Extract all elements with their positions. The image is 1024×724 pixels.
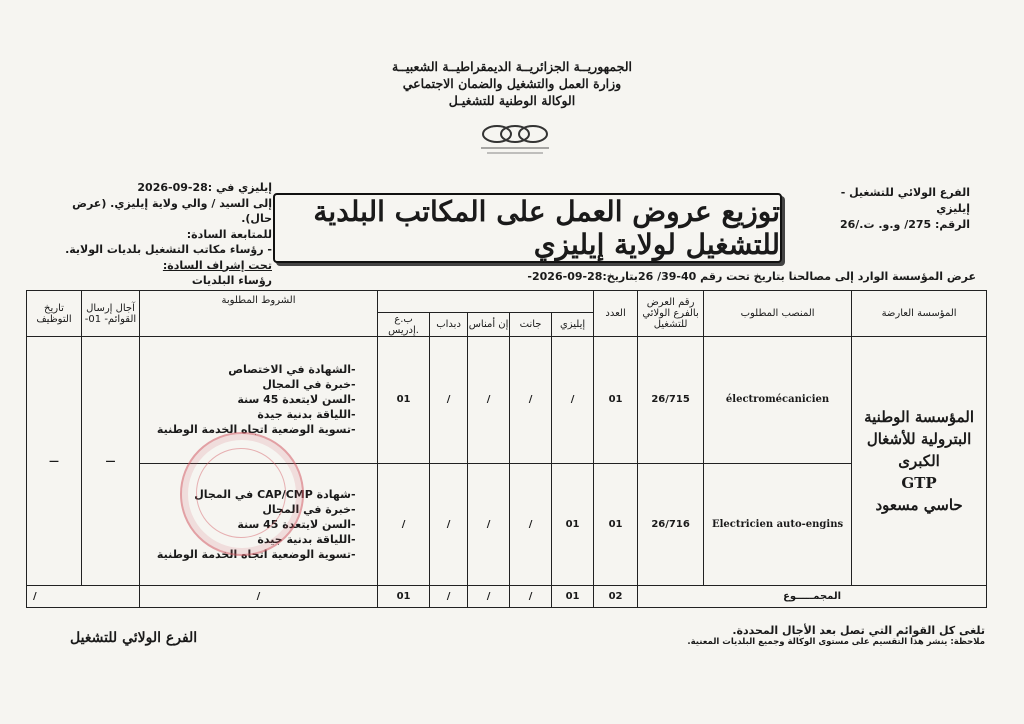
condition-item: - السن لايتعدة 45 سنة (140, 392, 369, 407)
institution-header (312, 58, 712, 109)
supervision-label: تحت إشراف السادة: (162, 258, 272, 272)
reference-number: الرقم: 275/ و.و. ت./26 (839, 218, 970, 231)
condition-item: - تسوية الوضعية اتجاه الخدمة الوطنية (140, 422, 369, 437)
header-line-republic: الجمهوريــة الجزائريــة الديمقراطيــة الشعبيــة (391, 59, 632, 74)
debdeb-cell: / (430, 337, 468, 463)
offer-reference-line: عرض المؤسسة الوارد إلى مصالحنا بتاريخ تحت رقم 40-39/ 26بتاريخ:28-09-2026- (527, 270, 976, 283)
position-cell: électromécanicien (704, 337, 852, 463)
col-position: المنصب المطلوب (704, 291, 852, 337)
total-debdeb: / (430, 585, 468, 607)
footer-note-publication: ملاحظة: ينشر هذا التقسيم على مستوى الوكالة وجميع البلديات المعنية. (687, 637, 985, 647)
agency-logo-icon (467, 120, 562, 158)
offer-number-cell: 26/716 (638, 463, 704, 585)
recipient-wali: إلى السيد / والي ولاية إيليزي. (عرض حال). (72, 196, 272, 225)
condition-item: - السن لايتعدة 45 سنة (140, 517, 369, 532)
col-debdeb: دبداب (430, 313, 468, 337)
bordj-cell: 01 (378, 337, 430, 463)
header-line-ministry: وزارة العمل والتشغيل والضمان الاجتماعي (402, 76, 622, 91)
table-row (27, 463, 987, 585)
total-illizi: 01 (552, 585, 594, 607)
illizi-cell: 01 (552, 463, 594, 585)
col-municipalities-group (378, 291, 594, 313)
deadline-cell: — (82, 337, 140, 586)
table-header-row (27, 291, 987, 313)
footer-note-deadline: تلغى كل القوائم التي تصل بعد الأجال المحددة. (732, 624, 985, 637)
employer-city: حاسي مسعود (875, 496, 963, 514)
total-hire: / (27, 585, 140, 607)
illizi-cell: / (552, 337, 594, 463)
count-cell: 01 (594, 337, 638, 463)
signature-label: الفرع الولائي للتشغيل (70, 630, 198, 646)
total-bordj: 01 (378, 585, 430, 607)
condition-item: - الشهادة في الاختصاص (140, 362, 369, 377)
djanet-cell: / (510, 463, 552, 585)
total-label: المجمـــــوع (638, 585, 987, 607)
job-offers-table (26, 290, 987, 608)
col-count: العدد (594, 291, 638, 337)
header-line-agency: الوكالة الوطنية للتشغيـل (448, 93, 576, 108)
recipients-block (42, 180, 272, 289)
col-employer: المؤسسة العارضة (852, 291, 987, 337)
condition-item: - تسوية الوضعية اتجاه الخدمة الوطنية (140, 547, 369, 562)
total-row (27, 585, 987, 607)
condition-item: - شهادة CAP/CMP في المجال (140, 487, 369, 502)
issue-date: إيليزي في :28-09-2026 (137, 181, 272, 194)
offer-number-cell: 26/715 (638, 337, 704, 463)
col-deadline: آجال إرسال القوائم- 01- (82, 291, 140, 337)
conditions-list (140, 362, 377, 437)
djanet-cell: / (510, 337, 552, 463)
total-conditions: / (140, 585, 378, 607)
in-amenas-cell: / (468, 337, 510, 463)
col-conditions: الشروط المطلوبة (140, 291, 378, 337)
recipient-office-heads: - رؤساء مكاتب التشغيل بلديات الولاية. (65, 243, 272, 256)
col-hire-date: تاريخ التوظيف (27, 291, 82, 337)
col-offer-number: رقم العرض بالفرع الولائي للتشغيل (638, 291, 704, 337)
total-in-amenas: / (468, 585, 510, 607)
sender-block (820, 185, 970, 233)
employer-cell (852, 337, 987, 586)
condition-item: - خبرة في المجال (140, 377, 369, 392)
official-stamp-inner-icon (196, 448, 286, 538)
employer-name: المؤسسة الوطنية البترولية للأشغال الكبرى (864, 408, 975, 470)
footer-notes (560, 624, 985, 647)
col-bordj-omar-driss: ب.ع .إدريس (378, 313, 430, 337)
employer-acronym: GTP (901, 474, 937, 492)
col-illizi: إيليزي (552, 313, 594, 337)
document-title: توزيع عروض العمل على المكاتب البلدية للتشغيل لولاية إيليزي (313, 195, 780, 261)
document-title-box (273, 193, 782, 263)
position-cell: Electricien auto-engins (704, 463, 852, 585)
total-count: 02 (594, 585, 638, 607)
sender-branch: الفرع الولائي للتشغيل - إيليزي (840, 186, 970, 215)
count-cell: 01 (594, 463, 638, 585)
bordj-cell: / (378, 463, 430, 585)
total-djanet: / (510, 585, 552, 607)
in-amenas-cell: / (468, 463, 510, 585)
debdeb-cell: / (430, 463, 468, 585)
condition-item: - اللياقة بدنية جيدة (140, 532, 369, 547)
table-row (27, 337, 987, 463)
condition-item: - اللياقة بدنية جيدة (140, 407, 369, 422)
hire-date-cell: — (27, 337, 82, 586)
condition-item: - خبرة في المجال (140, 502, 369, 517)
col-in-amenas: إن أمناس (468, 313, 510, 337)
recipient-mayors: رؤساء البلديات (191, 274, 272, 287)
follow-up-label: للمتابعة السادة: (186, 227, 272, 241)
col-djanet: جانت (510, 313, 552, 337)
